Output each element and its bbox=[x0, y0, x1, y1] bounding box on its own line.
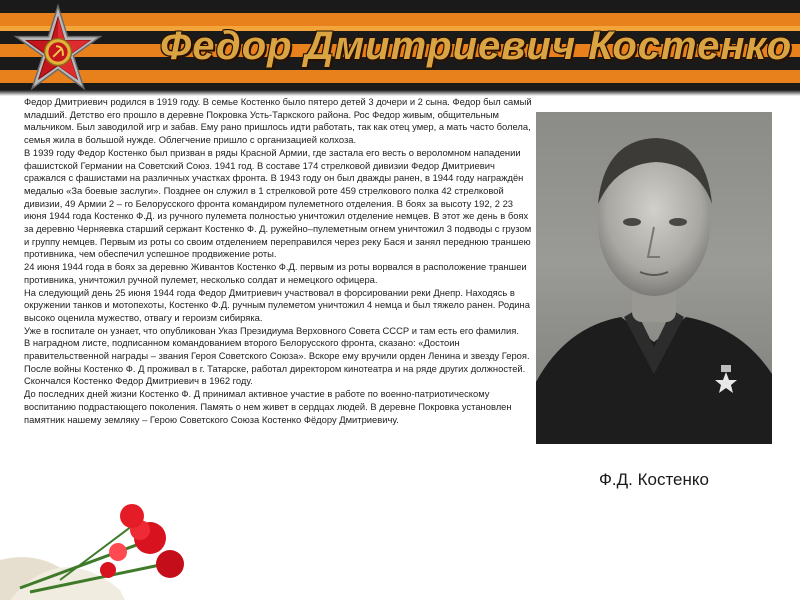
bio-paragraph: Федор Дмитриевич родился в 1919 году. В семье Костенко было пятеро детей 3 дочери и 2 сына. Федор был самый младший. Детство его прошло в деревне Покровка Усть-Таркского района. Рос Федор живым, общительным мальчиком. Был заводилой игр и забав. Ему рано пришлось идти работать, так как отец умер, а мать часто болела, семья жила в большой нужде. Облегчение пришло с организацией колхоза. bbox=[24, 96, 532, 146]
bio-paragraph: 24 июня 1944 года в боях за деревню Живантов Костенко Ф.Д. первым из роты ворвался в расположение траншеи противника, уничтожил ручной пулемет, несколько солдат и немецкого офицера. bbox=[24, 261, 527, 285]
bio-paragraph: На следующий день 25 июня 1944 года Федор Дмитриевич участвовал в форсировании реки Днепр. Находясь в окружении танков и мотопехоты, Костенко Ф.Д. ручным пулеметом уничтожил 4 немца и был тяжело ранен. Родина высоко оценила мужество, отвагу и героизм сибиряка. bbox=[24, 286, 530, 323]
bio-paragraph: В 1939 году Федор Костенко был призван в ряды Красной Армии, где застала его весть о вероломном нападении фашистской Германии на Советский Союз. 1941 год. В составе 174 стрелковой дивизии Федор Дмитриевич сражался с фашистами на различных участках фронта. В 1943 году он был дважды ранен, в 1944 году награждён медалью «За боевые заслуги». Позднее он служил в 1 стрелковой роте 459 стрелкового полка 42 стрелковой дивизии, 49 Армии 2 – го Белорусского фронта командиром пулеметного отделения. В боях за высоту 192, 2 23 июня 1944 года Костенко Ф.Д. из ручного пулемета полностью уничтожил отделение немцев. В этот же день в боях за деревню Черняевка старший сержант Костенко Ф. Д. ружейно–пулеметным огнем уничтожил 3 подводы с грузом и группу немцев. Первым из роты со своим отделением переправился через реку Бася и занял переднюю траншею противника, чем обеспечил успешное продвижение роты. bbox=[24, 146, 532, 260]
bio-paragraph: До последних дней жизни Костенко Ф. Д принимал активное участие в работе по военно-патриотическому воспитанию подрастающего поколения. Память о нем живет в сердцах людей. В деревне Покровка установлен памятник нашему земляку – Герою Советского Союза Костенко Фёдору Дмитриевичу. bbox=[24, 388, 512, 425]
portrait-drawing bbox=[536, 112, 772, 444]
order-of-patriotic-war-icon bbox=[10, 4, 106, 100]
biography-text bbox=[24, 96, 534, 556]
bio-paragraph: В наградном листе, подписанном командованием второго Белорусского фронта, сказано: «Достоин правительственной награды – звания Героя Советского Союза». Вскоре ему вручили орден Ленина и звезду Героя. bbox=[24, 337, 530, 362]
page-title: Федор Дмитриевич Костенко bbox=[160, 24, 793, 68]
bio-paragraph: Уже в госпитале он узнает, что опубликован Указ Президиума Верховного Совета СССР и там есть его фамилия. bbox=[24, 324, 519, 336]
portrait-photo bbox=[536, 112, 772, 444]
bio-paragraph: После войны Костенко Ф. Д проживал в г. Татарске, работал директором кинотеатра и на ряде других должностей. Скончался Костенко Федор Дмитриевич в 1962 году. bbox=[24, 362, 526, 387]
photo-caption: Ф.Д. Костенко bbox=[599, 470, 709, 489]
